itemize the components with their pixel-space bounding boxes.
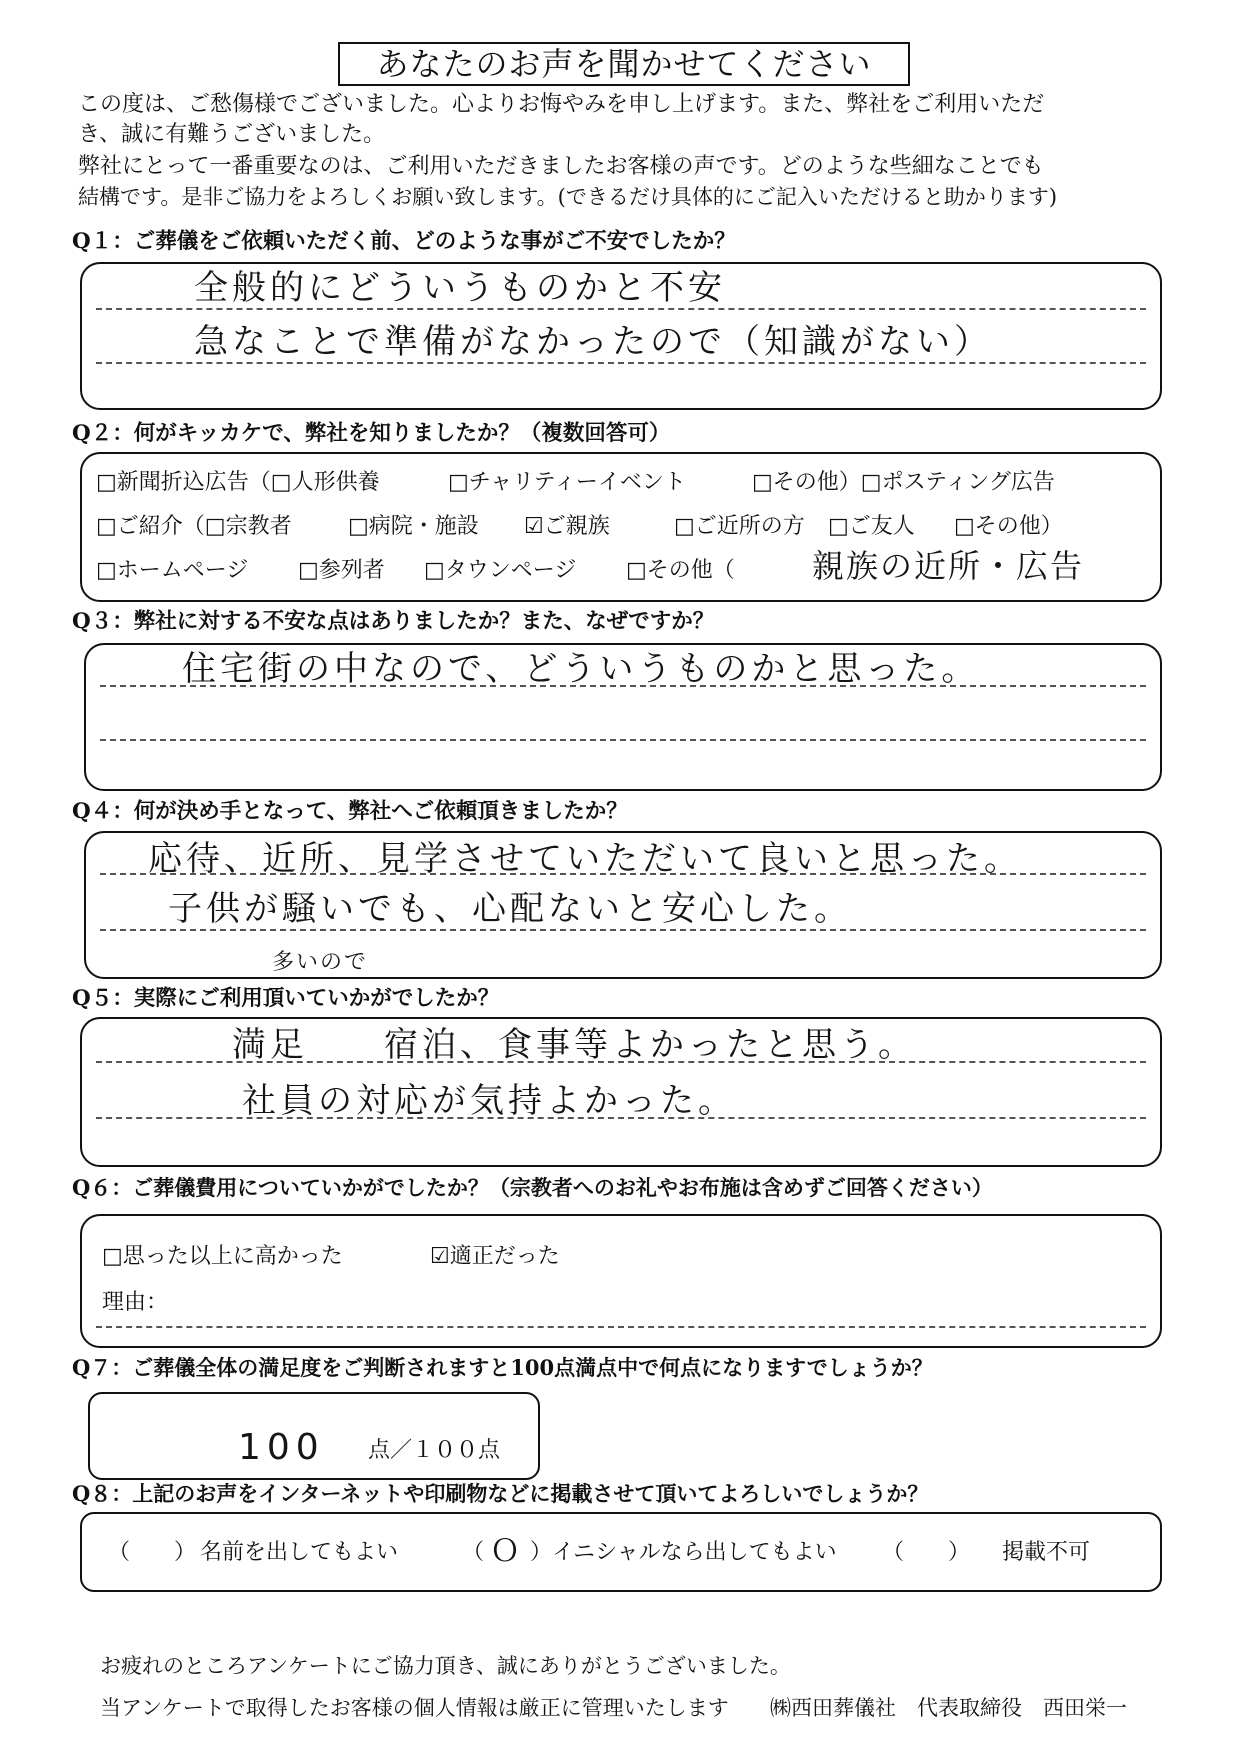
q4-insert-note: 多いので: [272, 950, 369, 975]
q7-score-box: [88, 1392, 540, 1480]
q2-option-attendee[interactable]: □参列者: [298, 558, 385, 583]
q8-option-2-open: （: [462, 1540, 485, 1565]
q8-option-1-mark[interactable]: （ ）: [108, 1540, 197, 1565]
q5-answer-2: 社員の対応が気持よかった。: [242, 1081, 736, 1121]
q4-answer-1: 応待、近所、見学させていただいて良いと思った。: [148, 839, 1022, 879]
q4-line-2: [100, 929, 1146, 931]
q2-option-charity-event[interactable]: □チャリティーイベント: [448, 470, 686, 495]
footer-thanks: お疲れのところアンケートにご協力頂き、誠にありがとうございました。: [100, 1654, 791, 1678]
q6-question: Q６：ご葬儀費用についていかがでしたか？（宗教者へのお礼やお布施は含めずご回答ください）: [72, 1175, 993, 1200]
q3-answer-1: 住宅街の中なので、どういうものかと思った。: [182, 649, 980, 689]
q6-answer-box: [80, 1214, 1162, 1348]
q8-options-box: [80, 1512, 1162, 1592]
q8-option-3-mark[interactable]: （ ）: [882, 1540, 971, 1565]
q8-option-2-close: ）: [530, 1540, 553, 1565]
q8-option-3-label: 掲載不可: [1002, 1540, 1091, 1565]
q6-reason-label: 理由：: [102, 1290, 169, 1315]
q2-option-referral[interactable]: □ご紹介（□宗教者: [96, 514, 292, 539]
q2-option-other-2[interactable]: □その他）: [954, 514, 1063, 539]
q2-option-posting[interactable]: □その他）□ポスティング広告: [752, 470, 1055, 495]
footer-privacy: 当アンケートで取得したお客様の個人情報は厳正に管理いたします: [100, 1696, 729, 1720]
q6-reason-line: [96, 1326, 1146, 1328]
page-title: あなたのお声を聞かせてください: [338, 42, 910, 86]
intro-line-1: この度は、ご愁傷様でございました。心よりお悔やみを申し上げます。また、弊社をご利用いただ: [78, 92, 1045, 117]
q5-answer-1: 満足 宿泊、食事等よかったと思う。: [232, 1025, 916, 1065]
q6-option-expensive[interactable]: □思った以上に高かった: [102, 1244, 343, 1269]
q2-option-homepage[interactable]: □ホームページ: [96, 558, 249, 583]
q5-question: Q５：実際にご利用頂いていかがでしたか？: [72, 986, 500, 1011]
q4-question: Q４：何が決め手となって、弊社へご依頼頂きましたか？: [72, 799, 628, 824]
q1-line-2: [96, 362, 1146, 364]
q1-answer-1: 全般的にどういうものかと不安: [194, 268, 726, 308]
q7-question: Q７：ご葬儀全体の満足度をご判断されますと100点満点中で何点になりますでしょうか？: [72, 1355, 933, 1380]
q2-option-friends[interactable]: □ご友人: [828, 514, 915, 539]
q2-option-hospital[interactable]: □病院・施設: [348, 514, 479, 539]
q1-answer-box: [80, 262, 1162, 410]
q1-line-1: [96, 308, 1146, 310]
q3-question: Q３：弊社に対する不安な点はありましたか？また、なぜですか？: [72, 609, 715, 634]
q1-answer-2: 急なことで準備がなかったので（知識がない）: [194, 322, 992, 362]
q8-option-1-label: 名前を出してもよい: [200, 1540, 399, 1565]
intro-line-3: 弊社にとって一番重要なのは、ご利用いただきましたお客様の声です。どのような些細なことでも: [78, 154, 1044, 179]
q2-option-neighbors[interactable]: □ご近所の方: [674, 514, 805, 539]
q3-answer-box: [84, 643, 1162, 791]
q8-option-2-label: イニシャルなら出してもよい: [552, 1540, 837, 1565]
q6-option-appropriate[interactable]: ☑適正だった: [430, 1244, 560, 1269]
footer-company: ㈱西田葬儀社 代表取締役 西田栄一: [770, 1696, 1127, 1720]
q4-answer-2: 子供が騒いでも、心配ないと安心した。: [168, 889, 852, 929]
intro-line-4: 結構です。是非ご協力をよろしくお願い致します。(できるだけ具体的にご記入いただけると助かります): [78, 185, 1058, 209]
q8-question: Q８：上記のお声をインターネットや印刷物などに掲載させて頂いてよろしいでしょうか？: [72, 1481, 929, 1506]
q2-option-town-page[interactable]: □タウンページ: [424, 558, 577, 583]
q3-line-2: [100, 739, 1146, 741]
q2-options-box: [80, 452, 1162, 602]
q2-other-answer: 親族の近所・広告: [812, 547, 1085, 585]
q2-option-relatives[interactable]: ☑ご親族: [524, 514, 610, 539]
q2-option-newspaper[interactable]: □新聞折込広告（□人形供養: [96, 470, 380, 495]
q5-answer-box: [80, 1017, 1162, 1167]
q1-question: Q１：ご葬儀をご依頼いただく前、どのような事がご不安でしたか？: [72, 229, 736, 254]
q8-option-2-mark[interactable]: Ｏ: [490, 1534, 524, 1569]
q4-answer-box: [84, 831, 1162, 979]
q2-question: Q２：何がキッカケで、弊社を知りましたか？（複数回答可）: [72, 421, 671, 446]
q2-option-other-3[interactable]: □その他（: [626, 558, 735, 583]
q7-score-suffix: 点／１００点: [368, 1438, 501, 1463]
intro-line-2: き、誠に有難うございました。: [78, 122, 386, 147]
q7-score: 100: [238, 1427, 325, 1468]
